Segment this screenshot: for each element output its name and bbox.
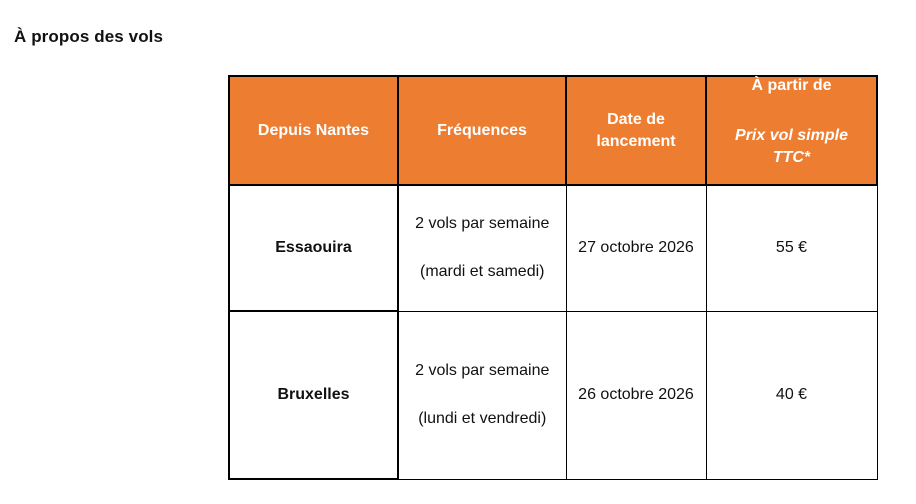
- destination-cell: [229, 311, 398, 479]
- price-value: 40 €: [775, 386, 808, 403]
- launch-date-cell: [566, 311, 706, 479]
- table-row: [229, 311, 877, 479]
- launch-date: 26 octobre 2026: [578, 386, 694, 403]
- header-origin-label: Depuis Nantes: [257, 121, 370, 139]
- frequency-cell: [398, 185, 566, 311]
- header-price-prefix: À partir de: [751, 76, 832, 94]
- launch-date-cell: [566, 185, 706, 311]
- section-heading: À propos des vols: [14, 27, 164, 46]
- launch-date: 27 octobre 2026: [578, 239, 694, 257]
- header-launch-date: [566, 76, 706, 185]
- price-cell: [706, 185, 877, 311]
- header-frequencies: [398, 76, 566, 185]
- frequency-cell: [398, 311, 566, 479]
- header-frequencies-label: Fréquences: [437, 121, 527, 139]
- destination-cell: [229, 185, 398, 311]
- frequency-days: (mardi et samedi): [420, 263, 545, 281]
- destination-city: Essaouira: [275, 239, 352, 256]
- frequency-text: 2 vols par semaine: [415, 215, 550, 233]
- table-header-row: [229, 76, 877, 185]
- header-price: [706, 76, 877, 185]
- header-origin: [229, 76, 398, 185]
- table-row: [229, 185, 877, 311]
- frequency-text: 2 vols par semaine: [415, 362, 550, 379]
- header-launch-date-label: Date de lancement: [596, 110, 676, 150]
- frequency-days: (lundi et vendredi): [418, 410, 547, 427]
- price-value: 55 €: [775, 239, 808, 257]
- price-cell: [706, 311, 877, 479]
- flights-table: [228, 75, 878, 480]
- destination-city: Bruxelles: [277, 386, 350, 403]
- header-price-label: Prix vol simple TTC*: [735, 126, 848, 166]
